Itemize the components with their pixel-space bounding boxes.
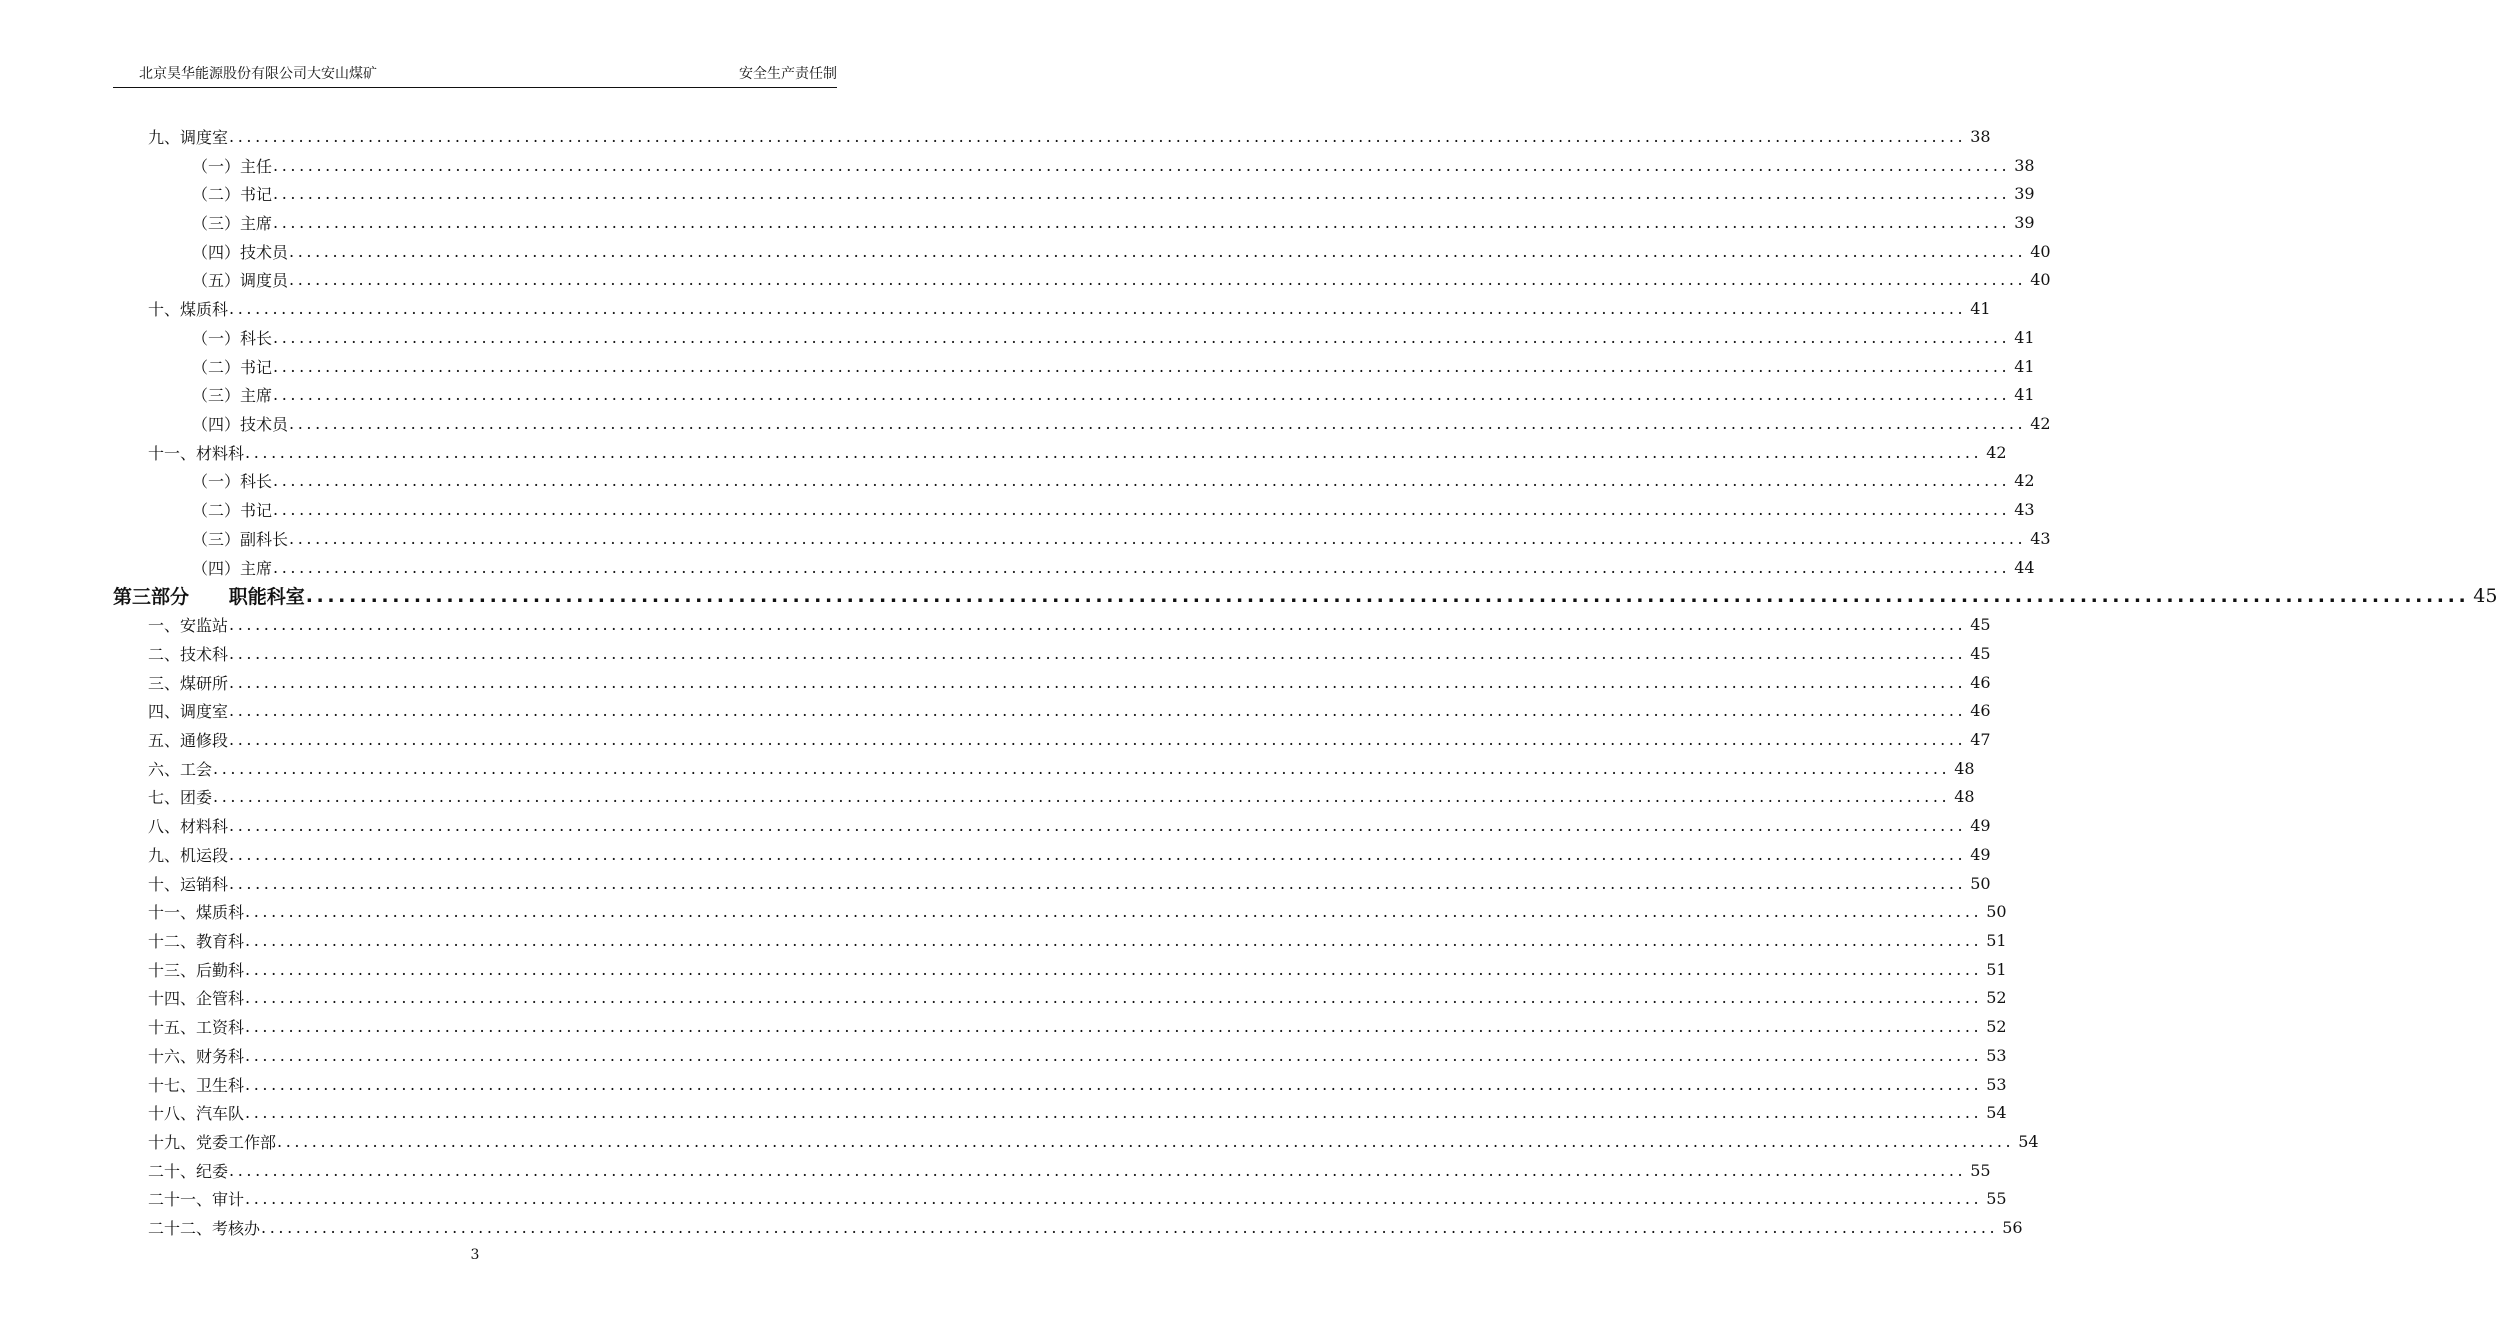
toc-entry[interactable] xyxy=(113,151,2035,180)
toc-entry[interactable] xyxy=(113,237,2051,266)
toc-entry-page: 50 xyxy=(1970,873,1991,893)
dot-leader: ........................................................................................................................................................................................................ xyxy=(289,270,2027,290)
toc-entry-title: 十四、企管科 xyxy=(148,989,245,1009)
toc-entry-page: 53 xyxy=(1986,1074,2007,1094)
toc-entry-title: （一）科长 xyxy=(192,328,273,348)
toc-entry-page: 54 xyxy=(2018,1132,2039,1152)
dot-leader: ........................................................................................................................................................................................................ xyxy=(305,584,2470,607)
toc-entry-title: （一）科长 xyxy=(192,472,273,492)
dot-leader: ........................................................................................................................................................................................................ xyxy=(245,1103,1983,1123)
toc-entry-title: 二十、纪委 xyxy=(148,1161,229,1181)
toc-entry[interactable] xyxy=(113,294,1991,323)
dot-leader: ........................................................................................................................................................................................................ xyxy=(277,1132,2015,1152)
toc-entry-title: （四）技术员 xyxy=(192,415,289,435)
toc-entry[interactable] xyxy=(113,1185,2007,1214)
dot-leader: ........................................................................................................................................................................................................ xyxy=(245,959,1983,979)
toc-entry-page: 40 xyxy=(2030,270,2051,290)
toc-entry-title: 一、安监站 xyxy=(148,616,229,636)
toc-entry-page: 56 xyxy=(2002,1218,2023,1238)
toc-entry[interactable] xyxy=(113,1012,2007,1041)
toc-entry-title: 十、煤质科 xyxy=(148,300,229,320)
toc-entry-title: （五）调度员 xyxy=(192,271,289,291)
toc-entry[interactable] xyxy=(113,1213,2023,1242)
toc-entry[interactable] xyxy=(113,639,1991,668)
toc-entry-title: 三、煤研所 xyxy=(148,673,229,693)
toc-entry[interactable] xyxy=(113,122,1991,151)
toc-entry-title: 十三、后勤科 xyxy=(148,960,245,980)
dot-leader: ........................................................................................................................................................................................................ xyxy=(229,816,1967,836)
toc-entry-title: 二十一、审计 xyxy=(148,1190,245,1210)
toc-entry-page: 39 xyxy=(2014,213,2035,233)
dot-leader: ........................................................................................................................................................................................................ xyxy=(229,873,1967,893)
toc-entry[interactable] xyxy=(113,1041,2007,1070)
toc-entry-title: （二）书记 xyxy=(192,185,273,205)
toc-entry[interactable] xyxy=(113,1156,1991,1185)
toc-entry-title: （四）技术员 xyxy=(192,242,289,262)
dot-leader: ........................................................................................................................................................................................................ xyxy=(229,1160,1967,1180)
dot-leader: ........................................................................................................................................................................................................ xyxy=(245,1189,1983,1209)
toc-entry-title: 四、调度室 xyxy=(148,702,229,722)
toc-entry[interactable] xyxy=(113,208,2035,237)
toc-entry-title: 二、技术科 xyxy=(148,644,229,664)
table-of-contents xyxy=(113,122,2497,1242)
toc-entry-page: 47 xyxy=(1970,729,1991,749)
dot-leader: ........................................................................................................................................................................................................ xyxy=(273,155,2011,175)
toc-entry[interactable] xyxy=(113,553,2035,582)
toc-entry[interactable] xyxy=(113,438,2007,467)
toc-entry[interactable] xyxy=(113,323,2035,352)
dot-leader: ........................................................................................................................................................................................................ xyxy=(289,414,2027,434)
toc-entry-title: 第三部分 职能科室 xyxy=(113,586,305,609)
toc-entry-title: （四）主席 xyxy=(192,558,273,578)
toc-entry-page: 42 xyxy=(2014,471,2035,491)
toc-entry[interactable] xyxy=(113,840,1991,869)
toc-entry-page: 51 xyxy=(1986,930,2007,950)
toc-entry[interactable] xyxy=(113,1070,2007,1099)
toc-entry-title: （三）主席 xyxy=(192,214,273,234)
toc-entry[interactable] xyxy=(113,610,1991,639)
dot-leader: ........................................................................................................................................................................................................ xyxy=(245,1017,1983,1037)
toc-entry-page: 50 xyxy=(1986,902,2007,922)
toc-entry-page: 46 xyxy=(1970,672,1991,692)
toc-entry[interactable] xyxy=(113,696,1991,725)
toc-entry[interactable] xyxy=(113,955,2007,984)
dot-leader: ........................................................................................................................................................................................................ xyxy=(273,184,2011,204)
toc-entry-page: 48 xyxy=(1954,787,1975,807)
toc-entry-page: 45 xyxy=(2473,584,2497,607)
dot-leader: ........................................................................................................................................................................................................ xyxy=(245,442,1983,462)
toc-entry-page: 44 xyxy=(2014,557,2035,577)
toc-entry-page: 55 xyxy=(1970,1160,1991,1180)
dot-leader: ........................................................................................................................................................................................................ xyxy=(213,758,1951,778)
toc-entry-page: 51 xyxy=(1986,959,2007,979)
toc-entry-title: 十九、党委工作部 xyxy=(148,1133,277,1153)
toc-entry-title: 十七、卫生科 xyxy=(148,1075,245,1095)
toc-entry[interactable] xyxy=(113,897,2007,926)
toc-entry-page: 41 xyxy=(2014,356,2035,376)
toc-entry-page: 49 xyxy=(1970,844,1991,864)
dot-leader: ........................................................................................................................................................................................................ xyxy=(229,701,1967,721)
dot-leader: ........................................................................................................................................................................................................ xyxy=(261,1218,1999,1238)
toc-entry-page: 55 xyxy=(1986,1189,2007,1209)
dot-leader: ........................................................................................................................................................................................................ xyxy=(289,528,2027,548)
toc-entry[interactable] xyxy=(113,668,1991,697)
toc-entry-title: （三）主席 xyxy=(192,386,273,406)
toc-entry[interactable] xyxy=(113,1127,2039,1156)
dot-leader: ........................................................................................................................................................................................................ xyxy=(273,385,2011,405)
toc-section-heading[interactable] xyxy=(113,582,2497,611)
dot-leader: ........................................................................................................................................................................................................ xyxy=(273,327,2011,347)
document-title: 安全生产责任制 xyxy=(739,66,837,82)
toc-entry-page: 45 xyxy=(1970,615,1991,635)
page-number: 3 xyxy=(470,1247,480,1263)
toc-entry-title: 六、工会 xyxy=(148,759,213,779)
toc-entry-title: 十六、财务科 xyxy=(148,1046,245,1066)
toc-entry-page: 43 xyxy=(2030,528,2051,548)
toc-entry-page: 42 xyxy=(2030,414,2051,434)
dot-leader: ........................................................................................................................................................................................................ xyxy=(229,729,1967,749)
toc-entry-page: 52 xyxy=(1986,988,2007,1008)
toc-entry-page: 39 xyxy=(2014,184,2035,204)
dot-leader: ........................................................................................................................................................................................................ xyxy=(245,1045,1983,1065)
toc-entry-page: 41 xyxy=(1970,299,1991,319)
toc-entry-title: 十一、煤质科 xyxy=(148,903,245,923)
toc-entry-page: 40 xyxy=(2030,241,2051,261)
toc-entry-page: 41 xyxy=(2014,327,2035,347)
toc-entry-title: （二）书记 xyxy=(192,357,273,377)
toc-entry-title: 二十二、考核办 xyxy=(148,1219,261,1239)
page-header xyxy=(113,62,837,88)
toc-entry-page: 49 xyxy=(1970,816,1991,836)
toc-entry[interactable] xyxy=(113,811,1991,840)
toc-entry-page: 38 xyxy=(1970,126,1991,146)
toc-entry-title: 五、通修段 xyxy=(148,730,229,750)
toc-entry[interactable] xyxy=(113,380,2035,409)
toc-entry[interactable] xyxy=(113,869,1991,898)
toc-entry-title: 九、机运段 xyxy=(148,845,229,865)
toc-entry[interactable] xyxy=(113,409,2051,438)
toc-entry[interactable] xyxy=(113,984,2007,1013)
toc-entry[interactable] xyxy=(113,1098,2007,1127)
toc-entry-page: 38 xyxy=(2014,155,2035,175)
toc-entry[interactable] xyxy=(113,266,2051,295)
toc-entry-page: 45 xyxy=(1970,643,1991,663)
dot-leader: ........................................................................................................................................................................................................ xyxy=(273,500,2011,520)
toc-entry[interactable] xyxy=(113,467,2035,496)
dot-leader: ........................................................................................................................................................................................................ xyxy=(245,988,1983,1008)
dot-leader: ........................................................................................................................................................................................................ xyxy=(273,356,2011,376)
toc-entry-page: 46 xyxy=(1970,701,1991,721)
toc-entry-title: 七、团委 xyxy=(148,788,213,808)
dot-leader: ........................................................................................................................................................................................................ xyxy=(273,213,2011,233)
toc-entry[interactable] xyxy=(113,783,1975,812)
dot-leader: ........................................................................................................................................................................................................ xyxy=(229,672,1967,692)
toc-entry[interactable] xyxy=(113,926,2007,955)
toc-entry-title: 十五、工资科 xyxy=(148,1018,245,1038)
toc-entry[interactable] xyxy=(113,524,2051,553)
dot-leader: ........................................................................................................................................................................................................ xyxy=(229,643,1967,663)
toc-entry[interactable] xyxy=(113,754,1975,783)
toc-entry-title: （三）副科长 xyxy=(192,529,289,549)
toc-entry-title: 八、材料科 xyxy=(148,817,229,837)
dot-leader: ........................................................................................................................................................................................................ xyxy=(289,241,2027,261)
dot-leader: ........................................................................................................................................................................................................ xyxy=(273,471,2011,491)
toc-entry-page: 43 xyxy=(2014,500,2035,520)
toc-entry-title: 九、调度室 xyxy=(148,127,229,147)
toc-entry-page: 42 xyxy=(1986,442,2007,462)
toc-entry-page: 48 xyxy=(1954,758,1975,778)
toc-entry[interactable] xyxy=(113,495,2035,524)
dot-leader: ........................................................................................................................................................................................................ xyxy=(229,844,1967,864)
dot-leader: ........................................................................................................................................................................................................ xyxy=(229,126,1967,146)
dot-leader: ........................................................................................................................................................................................................ xyxy=(245,1074,1983,1094)
dot-leader: ........................................................................................................................................................................................................ xyxy=(245,902,1983,922)
toc-entry-title: 十二、教育科 xyxy=(148,931,245,951)
dot-leader: ........................................................................................................................................................................................................ xyxy=(245,930,1983,950)
toc-entry-title: 十、运销科 xyxy=(148,874,229,894)
toc-entry-title: 十八、汽车队 xyxy=(148,1104,245,1124)
dot-leader: ........................................................................................................................................................................................................ xyxy=(273,557,2011,577)
toc-entry[interactable] xyxy=(113,179,2035,208)
toc-entry-page: 52 xyxy=(1986,1017,2007,1037)
dot-leader: ........................................................................................................................................................................................................ xyxy=(213,787,1951,807)
toc-entry-page: 41 xyxy=(2014,385,2035,405)
toc-entry-page: 53 xyxy=(1986,1045,2007,1065)
toc-entry-page: 54 xyxy=(1986,1103,2007,1123)
toc-entry-title: （一）主任 xyxy=(192,156,273,176)
dot-leader: ........................................................................................................................................................................................................ xyxy=(229,299,1967,319)
toc-entry[interactable] xyxy=(113,352,2035,381)
company-name: 北京昊华能源股份有限公司大安山煤矿 xyxy=(139,66,377,82)
toc-entry-title: 十一、材料科 xyxy=(148,443,245,463)
dot-leader: ........................................................................................................................................................................................................ xyxy=(229,615,1967,635)
toc-entry[interactable] xyxy=(113,725,1991,754)
toc-entry-title: （二）书记 xyxy=(192,501,273,521)
